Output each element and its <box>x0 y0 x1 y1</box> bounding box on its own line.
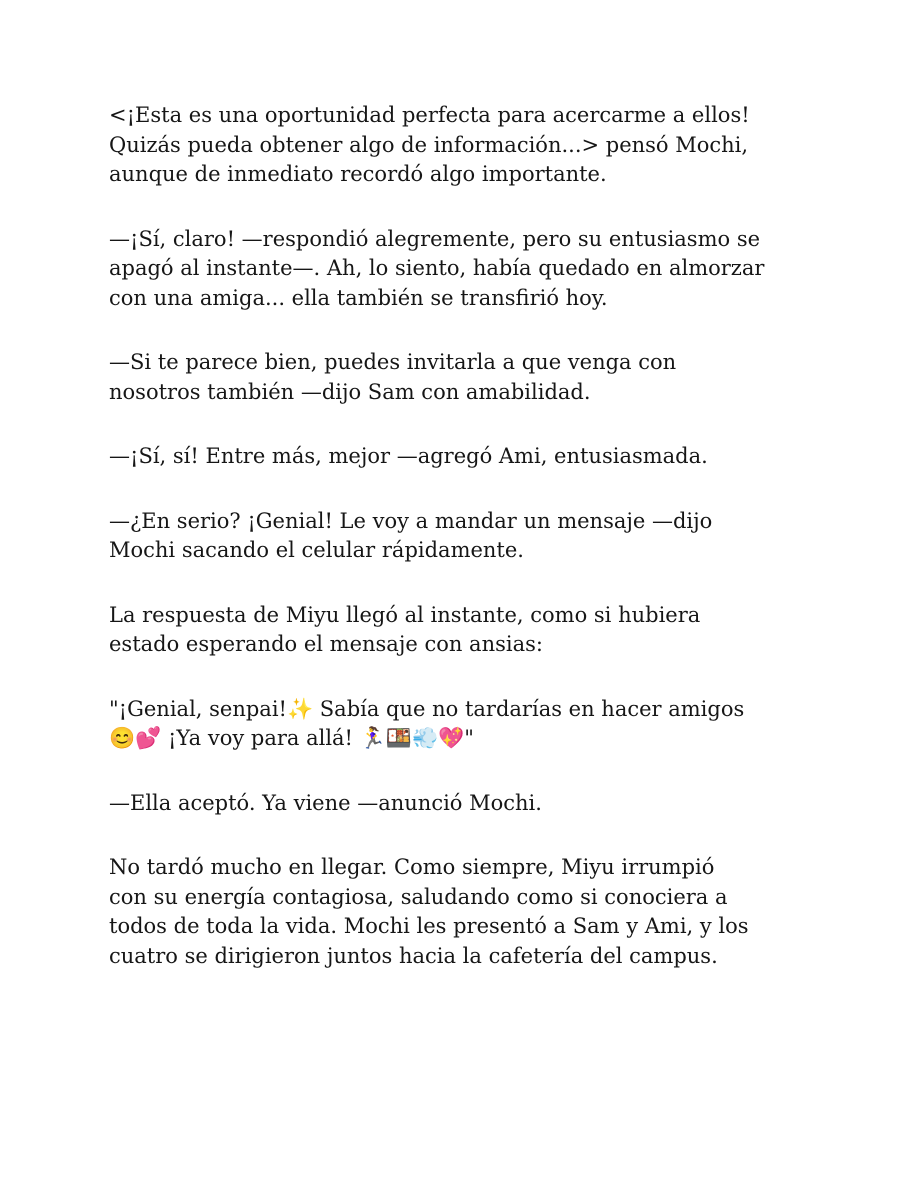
paragraph-gap <box>109 660 809 695</box>
paragraph-mochi-message: —¿En serio? ¡Genial! Le voy a mandar un mensaje —dijo Mochi sacando el celular rápidamente. <box>109 508 713 562</box>
story-page <box>109 101 809 971</box>
paragraph-mochi-announces: —Ella aceptó. Ya viene —anunció Mochi. <box>109 790 542 815</box>
paragraph-gap <box>109 566 809 601</box>
paragraph-gap <box>109 190 809 225</box>
paragraph-miyu-response: La respuesta de Miyu llegó al instante, como si hubiera estado esperando el mensaje con ansias: <box>109 602 701 656</box>
paragraph-mochi-reply: —¡Sí, claro! —respondió alegremente, pero su entusiasmo se apagó al instante—. Ah, lo siento, había quedado en almorzar con una amiga... ella también se transfirió hoy. <box>109 226 765 310</box>
paragraph-miyu-arrives: No tardó mucho en llegar. Como siempre, Miyu irrumpió con su energía contagiosa, saludando como si conociera a todos de toda la vida. Mochi les presentó a Sam y Ami, y los cuatro se dirigieron juntos hacia la cafetería del campus. <box>109 855 749 968</box>
paragraph-gap <box>109 754 809 789</box>
paragraph-gap <box>109 313 809 348</box>
paragraph-gap <box>109 472 809 507</box>
paragraph-miyu-text-message: "¡Genial, senpai!✨ Sabía que no tardarías en hacer amigos 😊💕 ¡Ya voy para allá! 🏃‍♀️🍱💨💖" <box>109 696 745 750</box>
paragraph-ami-agrees: —¡Sí, sí! Entre más, mejor —agregó Ami, entusiasmada. <box>109 444 708 468</box>
paragraph-mochi-thought: <¡Esta es una oportunidad perfecta para acercarme a ellos! Quizás pueda obtener algo de información...> pensó Mochi, aunque de inmediato recordó algo importante. <box>109 103 750 186</box>
paragraph-gap <box>109 818 809 853</box>
paragraph-sam-invite: —Si te parece bien, puedes invitarla a que venga con nosotros también —dijo Sam con amabilidad. <box>109 350 677 404</box>
paragraph-gap <box>109 407 809 442</box>
